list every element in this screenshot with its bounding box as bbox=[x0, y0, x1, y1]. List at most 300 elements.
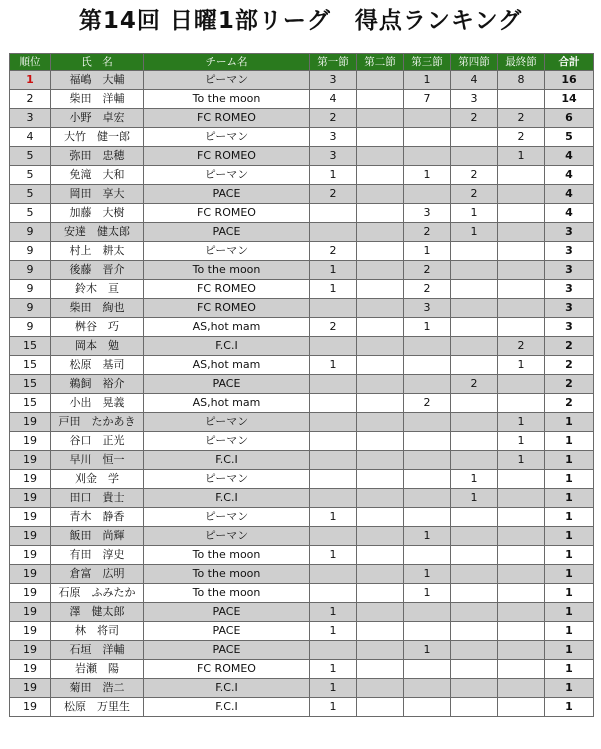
section-2-cell bbox=[357, 90, 404, 109]
total-cell: 16 bbox=[545, 71, 594, 90]
player-name-cell: 石原 ふみたか bbox=[51, 584, 144, 603]
page-title: 第14回 日曜1部リーグ 得点ランキング bbox=[78, 8, 523, 34]
section-2-cell bbox=[357, 470, 404, 489]
section-2-cell bbox=[357, 565, 404, 584]
player-name-cell: 田口 貴士 bbox=[51, 489, 144, 508]
section-2-cell bbox=[357, 584, 404, 603]
player-name-cell: 青木 静香 bbox=[51, 508, 144, 527]
total-cell: 1 bbox=[545, 565, 594, 584]
section-3-cell bbox=[404, 622, 451, 641]
table-row bbox=[10, 641, 594, 660]
team-name-cell: FC ROMEO bbox=[144, 299, 310, 318]
section-4-cell: 1 bbox=[451, 223, 498, 242]
player-name-cell: 小野 卓宏 bbox=[51, 109, 144, 128]
table-row bbox=[10, 356, 594, 375]
table-row bbox=[10, 660, 594, 679]
section-3-cell: 2 bbox=[404, 261, 451, 280]
rank-cell: 19 bbox=[10, 603, 51, 622]
section-4-cell: 2 bbox=[451, 109, 498, 128]
table-row bbox=[10, 337, 594, 356]
table-row bbox=[10, 679, 594, 698]
section-4-cell bbox=[451, 394, 498, 413]
player-name-cell: 小出 晃義 bbox=[51, 394, 144, 413]
rank-cell: 9 bbox=[10, 242, 51, 261]
section-2-cell bbox=[357, 622, 404, 641]
header-team: チーム名 bbox=[144, 54, 310, 71]
table-row bbox=[10, 223, 594, 242]
section-4-cell bbox=[451, 660, 498, 679]
player-name-cell: 福嶋 大輔 bbox=[51, 71, 144, 90]
team-name-cell: To the moon bbox=[144, 584, 310, 603]
player-name-cell: 澤 健太郎 bbox=[51, 603, 144, 622]
section-3-cell: 3 bbox=[404, 204, 451, 223]
section-3-cell: 2 bbox=[404, 394, 451, 413]
section-3-cell bbox=[404, 356, 451, 375]
section-3-cell bbox=[404, 489, 451, 508]
section-2-cell bbox=[357, 147, 404, 166]
section-2-cell bbox=[357, 413, 404, 432]
section-4-cell bbox=[451, 622, 498, 641]
header-section-final: 最終節 bbox=[498, 54, 545, 71]
rank-cell: 15 bbox=[10, 375, 51, 394]
team-name-cell: PACE bbox=[144, 603, 310, 622]
section-4-cell bbox=[451, 299, 498, 318]
section-1-cell bbox=[310, 527, 357, 546]
team-name-cell: PACE bbox=[144, 641, 310, 660]
total-cell: 1 bbox=[545, 679, 594, 698]
section-4-cell bbox=[451, 147, 498, 166]
player-name-cell: 弥田 忠穂 bbox=[51, 147, 144, 166]
table-row bbox=[10, 698, 594, 717]
total-cell: 4 bbox=[545, 147, 594, 166]
player-name-cell: 後藤 晋介 bbox=[51, 261, 144, 280]
section-3-cell: 1 bbox=[404, 71, 451, 90]
ranking-table bbox=[9, 53, 594, 717]
total-cell: 3 bbox=[545, 280, 594, 299]
team-name-cell: ピーマン bbox=[144, 470, 310, 489]
table-row bbox=[10, 451, 594, 470]
section-final-cell bbox=[498, 318, 545, 337]
rank-cell: 2 bbox=[10, 90, 51, 109]
section-2-cell bbox=[357, 299, 404, 318]
header-name: 氏 名 bbox=[51, 54, 144, 71]
header-total: 合計 bbox=[545, 54, 594, 71]
section-final-cell bbox=[498, 679, 545, 698]
team-name-cell: To the moon bbox=[144, 261, 310, 280]
section-4-cell: 3 bbox=[451, 90, 498, 109]
section-3-cell: 1 bbox=[404, 527, 451, 546]
rank-cell: 19 bbox=[10, 584, 51, 603]
total-cell: 14 bbox=[545, 90, 594, 109]
section-final-cell bbox=[498, 641, 545, 660]
section-1-cell: 2 bbox=[310, 185, 357, 204]
team-name-cell: AS,hot mam bbox=[144, 356, 310, 375]
section-4-cell: 2 bbox=[451, 185, 498, 204]
section-final-cell: 1 bbox=[498, 356, 545, 375]
team-name-cell: AS,hot mam bbox=[144, 394, 310, 413]
rank-cell: 3 bbox=[10, 109, 51, 128]
section-4-cell bbox=[451, 318, 498, 337]
section-3-cell bbox=[404, 698, 451, 717]
table-row bbox=[10, 109, 594, 128]
team-name-cell: ピーマン bbox=[144, 242, 310, 261]
rank-cell: 15 bbox=[10, 337, 51, 356]
section-final-cell: 1 bbox=[498, 451, 545, 470]
section-2-cell bbox=[357, 698, 404, 717]
section-4-cell bbox=[451, 508, 498, 527]
section-final-cell bbox=[498, 375, 545, 394]
table-row bbox=[10, 375, 594, 394]
section-4-cell bbox=[451, 546, 498, 565]
section-3-cell bbox=[404, 451, 451, 470]
total-cell: 1 bbox=[545, 489, 594, 508]
table-row bbox=[10, 128, 594, 147]
section-final-cell bbox=[498, 603, 545, 622]
section-final-cell: 2 bbox=[498, 109, 545, 128]
section-4-cell bbox=[451, 565, 498, 584]
team-name-cell: ピーマン bbox=[144, 508, 310, 527]
team-name-cell: ピーマン bbox=[144, 432, 310, 451]
section-final-cell bbox=[498, 166, 545, 185]
section-final-cell bbox=[498, 584, 545, 603]
total-cell: 6 bbox=[545, 109, 594, 128]
table-row bbox=[10, 584, 594, 603]
player-name-cell: 倉富 広明 bbox=[51, 565, 144, 584]
section-final-cell bbox=[498, 565, 545, 584]
section-4-cell: 1 bbox=[451, 489, 498, 508]
section-2-cell bbox=[357, 204, 404, 223]
section-3-cell: 1 bbox=[404, 641, 451, 660]
team-name-cell: FC ROMEO bbox=[144, 147, 310, 166]
section-final-cell bbox=[498, 280, 545, 299]
player-name-cell: 菊田 浩二 bbox=[51, 679, 144, 698]
section-2-cell bbox=[357, 71, 404, 90]
total-cell: 3 bbox=[545, 318, 594, 337]
section-4-cell bbox=[451, 432, 498, 451]
section-3-cell bbox=[404, 432, 451, 451]
total-cell: 5 bbox=[545, 128, 594, 147]
rank-cell: 9 bbox=[10, 261, 51, 280]
section-final-cell bbox=[498, 90, 545, 109]
section-4-cell bbox=[451, 527, 498, 546]
section-2-cell bbox=[357, 527, 404, 546]
section-2-cell bbox=[357, 641, 404, 660]
section-1-cell: 3 bbox=[310, 71, 357, 90]
table-row bbox=[10, 470, 594, 489]
section-final-cell: 2 bbox=[498, 337, 545, 356]
section-final-cell: 1 bbox=[498, 147, 545, 166]
section-2-cell bbox=[357, 318, 404, 337]
section-3-cell bbox=[404, 109, 451, 128]
total-cell: 3 bbox=[545, 242, 594, 261]
section-1-cell bbox=[310, 204, 357, 223]
team-name-cell: To the moon bbox=[144, 90, 310, 109]
team-name-cell: To the moon bbox=[144, 546, 310, 565]
total-cell: 3 bbox=[545, 223, 594, 242]
section-2-cell bbox=[357, 451, 404, 470]
player-name-cell: 免滝 大和 bbox=[51, 166, 144, 185]
section-3-cell bbox=[404, 508, 451, 527]
table-row bbox=[10, 242, 594, 261]
section-final-cell bbox=[498, 660, 545, 679]
total-cell: 1 bbox=[545, 527, 594, 546]
player-name-cell: 松原 基司 bbox=[51, 356, 144, 375]
section-4-cell bbox=[451, 641, 498, 660]
section-4-cell bbox=[451, 128, 498, 147]
section-final-cell bbox=[498, 508, 545, 527]
section-final-cell bbox=[498, 527, 545, 546]
header-section-1: 第一節 bbox=[310, 54, 357, 71]
section-1-cell: 1 bbox=[310, 261, 357, 280]
section-1-cell: 1 bbox=[310, 166, 357, 185]
team-name-cell: FC ROMEO bbox=[144, 660, 310, 679]
section-4-cell bbox=[451, 679, 498, 698]
team-name-cell: To the moon bbox=[144, 565, 310, 584]
section-final-cell bbox=[498, 299, 545, 318]
rank-cell: 9 bbox=[10, 318, 51, 337]
section-final-cell bbox=[498, 223, 545, 242]
rank-cell: 5 bbox=[10, 185, 51, 204]
section-final-cell: 8 bbox=[498, 71, 545, 90]
section-2-cell bbox=[357, 546, 404, 565]
section-final-cell bbox=[498, 698, 545, 717]
section-1-cell: 1 bbox=[310, 660, 357, 679]
section-1-cell bbox=[310, 413, 357, 432]
section-4-cell bbox=[451, 451, 498, 470]
section-4-cell bbox=[451, 413, 498, 432]
table-row bbox=[10, 527, 594, 546]
section-1-cell bbox=[310, 489, 357, 508]
player-name-cell: 岩瀬 陽 bbox=[51, 660, 144, 679]
header-section-4: 第四節 bbox=[451, 54, 498, 71]
section-3-cell bbox=[404, 470, 451, 489]
rank-cell: 19 bbox=[10, 698, 51, 717]
section-3-cell: 1 bbox=[404, 584, 451, 603]
total-cell: 2 bbox=[545, 375, 594, 394]
rank-cell: 19 bbox=[10, 432, 51, 451]
team-name-cell: F.C.I bbox=[144, 679, 310, 698]
player-name-cell: 刈金 学 bbox=[51, 470, 144, 489]
section-2-cell bbox=[357, 489, 404, 508]
total-cell: 2 bbox=[545, 337, 594, 356]
player-name-cell: 加藤 大樹 bbox=[51, 204, 144, 223]
section-1-cell: 1 bbox=[310, 546, 357, 565]
table-row bbox=[10, 166, 594, 185]
team-name-cell: F.C.I bbox=[144, 337, 310, 356]
rank-cell: 19 bbox=[10, 622, 51, 641]
section-2-cell bbox=[357, 603, 404, 622]
section-4-cell: 4 bbox=[451, 71, 498, 90]
total-cell: 1 bbox=[545, 546, 594, 565]
section-1-cell bbox=[310, 584, 357, 603]
table-row bbox=[10, 603, 594, 622]
table-row bbox=[10, 489, 594, 508]
section-3-cell: 2 bbox=[404, 223, 451, 242]
rank-cell: 19 bbox=[10, 413, 51, 432]
section-2-cell bbox=[357, 337, 404, 356]
team-name-cell: FC ROMEO bbox=[144, 280, 310, 299]
player-name-cell: 石垣 洋輔 bbox=[51, 641, 144, 660]
player-name-cell: 戸田 たかあき bbox=[51, 413, 144, 432]
total-cell: 2 bbox=[545, 356, 594, 375]
section-final-cell bbox=[498, 204, 545, 223]
team-name-cell: PACE bbox=[144, 185, 310, 204]
section-1-cell: 3 bbox=[310, 147, 357, 166]
section-3-cell: 7 bbox=[404, 90, 451, 109]
rank-cell: 19 bbox=[10, 546, 51, 565]
team-name-cell: FC ROMEO bbox=[144, 204, 310, 223]
section-1-cell: 3 bbox=[310, 128, 357, 147]
player-name-cell: 鈴木 亘 bbox=[51, 280, 144, 299]
table-row bbox=[10, 508, 594, 527]
team-name-cell: F.C.I bbox=[144, 698, 310, 717]
rank-cell: 15 bbox=[10, 394, 51, 413]
total-cell: 1 bbox=[545, 413, 594, 432]
section-2-cell bbox=[357, 242, 404, 261]
total-cell: 4 bbox=[545, 204, 594, 223]
table-row bbox=[10, 432, 594, 451]
team-name-cell: PACE bbox=[144, 375, 310, 394]
section-final-cell: 1 bbox=[498, 432, 545, 451]
player-name-cell: 飯田 尚輝 bbox=[51, 527, 144, 546]
section-final-cell bbox=[498, 489, 545, 508]
section-final-cell: 1 bbox=[498, 413, 545, 432]
section-4-cell bbox=[451, 242, 498, 261]
section-4-cell: 2 bbox=[451, 375, 498, 394]
rank-cell: 9 bbox=[10, 223, 51, 242]
section-2-cell bbox=[357, 223, 404, 242]
section-2-cell bbox=[357, 261, 404, 280]
section-2-cell bbox=[357, 185, 404, 204]
player-name-cell: 岡本 勉 bbox=[51, 337, 144, 356]
section-3-cell bbox=[404, 679, 451, 698]
section-1-cell bbox=[310, 641, 357, 660]
section-1-cell: 1 bbox=[310, 679, 357, 698]
section-1-cell bbox=[310, 451, 357, 470]
section-final-cell bbox=[498, 261, 545, 280]
section-2-cell bbox=[357, 356, 404, 375]
team-name-cell: PACE bbox=[144, 622, 310, 641]
total-cell: 1 bbox=[545, 451, 594, 470]
table-row bbox=[10, 280, 594, 299]
section-1-cell bbox=[310, 470, 357, 489]
table-row bbox=[10, 204, 594, 223]
total-cell: 4 bbox=[545, 185, 594, 204]
total-cell: 1 bbox=[545, 698, 594, 717]
section-final-cell bbox=[498, 470, 545, 489]
section-2-cell bbox=[357, 660, 404, 679]
rank-cell: 19 bbox=[10, 508, 51, 527]
section-4-cell bbox=[451, 337, 498, 356]
section-1-cell bbox=[310, 299, 357, 318]
ranking-body bbox=[10, 71, 594, 717]
section-3-cell bbox=[404, 128, 451, 147]
section-1-cell: 2 bbox=[310, 109, 357, 128]
rank-cell: 9 bbox=[10, 299, 51, 318]
section-1-cell bbox=[310, 375, 357, 394]
player-name-cell: 早川 恒一 bbox=[51, 451, 144, 470]
rank-cell: 19 bbox=[10, 565, 51, 584]
section-3-cell: 3 bbox=[404, 299, 451, 318]
section-final-cell bbox=[498, 622, 545, 641]
table-row bbox=[10, 546, 594, 565]
section-4-cell: 1 bbox=[451, 470, 498, 489]
team-name-cell: ピーマン bbox=[144, 527, 310, 546]
section-2-cell bbox=[357, 166, 404, 185]
section-1-cell bbox=[310, 432, 357, 451]
section-1-cell: 4 bbox=[310, 90, 357, 109]
section-2-cell bbox=[357, 394, 404, 413]
rank-cell: 19 bbox=[10, 641, 51, 660]
table-row bbox=[10, 299, 594, 318]
team-name-cell: FC ROMEO bbox=[144, 109, 310, 128]
section-1-cell: 1 bbox=[310, 508, 357, 527]
total-cell: 1 bbox=[545, 622, 594, 641]
section-1-cell: 1 bbox=[310, 280, 357, 299]
rank-cell: 1 bbox=[10, 71, 51, 90]
table-row bbox=[10, 147, 594, 166]
team-name-cell: ピーマン bbox=[144, 71, 310, 90]
team-name-cell: ピーマン bbox=[144, 413, 310, 432]
section-1-cell bbox=[310, 223, 357, 242]
section-3-cell: 1 bbox=[404, 166, 451, 185]
rank-cell: 19 bbox=[10, 527, 51, 546]
section-2-cell bbox=[357, 508, 404, 527]
rank-cell: 5 bbox=[10, 166, 51, 185]
header-rank: 順位 bbox=[10, 54, 51, 71]
rank-cell: 5 bbox=[10, 204, 51, 223]
team-name-cell: PACE bbox=[144, 223, 310, 242]
section-3-cell bbox=[404, 413, 451, 432]
total-cell: 1 bbox=[545, 470, 594, 489]
table-row bbox=[10, 90, 594, 109]
section-2-cell bbox=[357, 280, 404, 299]
player-name-cell: 松原 万里生 bbox=[51, 698, 144, 717]
player-name-cell: 桝谷 巧 bbox=[51, 318, 144, 337]
section-1-cell: 2 bbox=[310, 318, 357, 337]
section-1-cell bbox=[310, 394, 357, 413]
player-name-cell: 柴田 絢也 bbox=[51, 299, 144, 318]
section-4-cell: 1 bbox=[451, 204, 498, 223]
table-row bbox=[10, 318, 594, 337]
section-final-cell: 2 bbox=[498, 128, 545, 147]
rank-cell: 19 bbox=[10, 660, 51, 679]
section-2-cell bbox=[357, 128, 404, 147]
section-4-cell bbox=[451, 356, 498, 375]
team-name-cell: ピーマン bbox=[144, 166, 310, 185]
rank-cell: 15 bbox=[10, 356, 51, 375]
table-row bbox=[10, 261, 594, 280]
section-1-cell: 1 bbox=[310, 622, 357, 641]
section-4-cell bbox=[451, 280, 498, 299]
player-name-cell: 岡田 享大 bbox=[51, 185, 144, 204]
header-row bbox=[10, 54, 594, 71]
table-row bbox=[10, 565, 594, 584]
player-name-cell: 林 将司 bbox=[51, 622, 144, 641]
total-cell: 3 bbox=[545, 261, 594, 280]
section-2-cell bbox=[357, 432, 404, 451]
section-1-cell: 1 bbox=[310, 356, 357, 375]
team-name-cell: ピーマン bbox=[144, 128, 310, 147]
total-cell: 1 bbox=[545, 508, 594, 527]
total-cell: 1 bbox=[545, 641, 594, 660]
rank-cell: 19 bbox=[10, 489, 51, 508]
section-final-cell bbox=[498, 394, 545, 413]
section-final-cell bbox=[498, 242, 545, 261]
section-final-cell bbox=[498, 546, 545, 565]
rank-cell: 9 bbox=[10, 280, 51, 299]
section-4-cell bbox=[451, 261, 498, 280]
